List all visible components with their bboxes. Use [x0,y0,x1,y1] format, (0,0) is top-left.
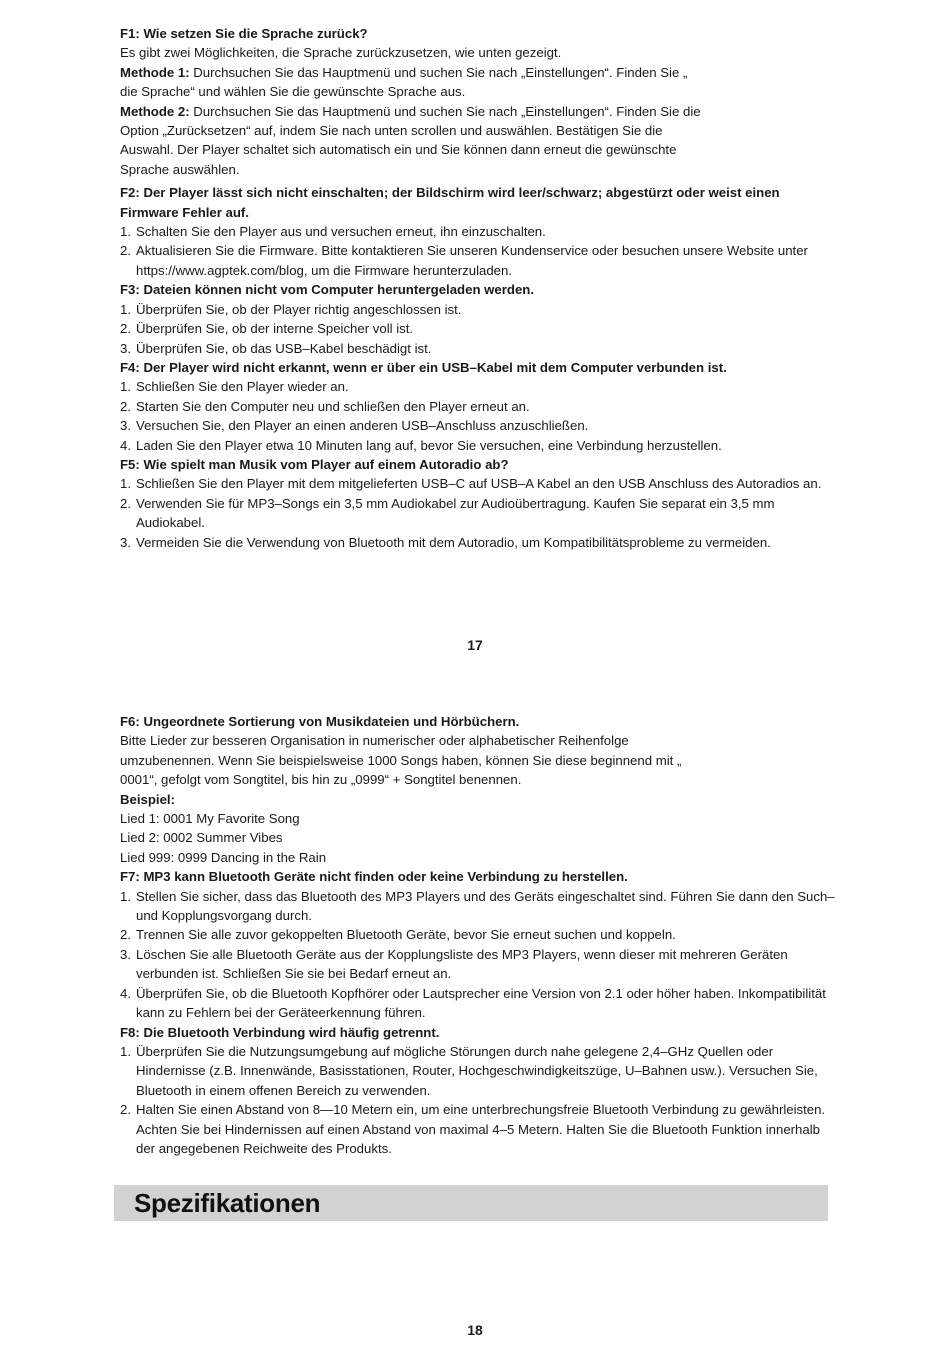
list-item [120,945,840,984]
f3-heading: F3: Dateien können nicht vom Computer heruntergeladen werden. [120,282,535,298]
method-2-line-2: Option „Zurücksetzen“ auf, indem Sie nach unten scrollen und auswählen. Bestätigen Sie die [120,123,663,139]
example-line: Lied 1: 0001 My Favorite Song [120,811,300,827]
faq-page-18 [120,712,840,1158]
f1-heading: F1: Wie setzen Sie die Sprache zurück? [120,26,368,41]
section-title: Spezifikationen [134,1188,321,1218]
faq-page-17 [120,24,840,552]
list-number: 1. [120,301,131,317]
list-item [120,474,840,493]
list-number: 2. [120,398,131,414]
list-text: Aktualisieren Sie die Firmware. Bitte kontaktieren Sie unseren Kundenservice oder besuchen unsere Website unter https://www.agptek.com/blog, um die Firmware herunterzuladen. [136,243,808,278]
list-item [120,436,840,455]
example-line: Lied 2: 0002 Summer Vibes [120,830,283,846]
list-item [120,222,840,241]
list-text: Überprüfen Sie, ob der interne Speicher voll ist. [136,321,414,337]
list-text: Stellen Sie sicher, dass das Bluetooth des MP3 Players und des Geräts eingeschaltet sind. Führen Sie dann den Such– und Kopplungsvorgang durch. [136,888,835,924]
list-number: 4. [120,985,131,1001]
list-number: 2. [120,321,131,337]
list-text: Versuchen Sie, den Player an einen anderen USB–Anschluss anzuschließen. [136,418,589,434]
list-number: 3. [120,946,131,962]
page-number-18: 18 [467,1322,483,1338]
method-2-label: Methode 2: [120,103,190,119]
list-item [120,494,840,533]
list-number: 1. [120,379,131,395]
list-text: Löschen Sie alle Bluetooth Geräte aus der Kopplungsliste des MP3 Players, wenn dieser mit mehreren Geräten verbunden ist. Schließen Sie sie bei Bedarf erneut an. [136,946,788,982]
list-text: Schließen Sie den Player mit dem mitgelieferten USB–C auf USB–A Kabel an den USB Anschluss des Autoradios an. [136,476,822,492]
list-item [120,241,840,280]
list-text: Überprüfen Sie, ob die Bluetooth Kopfhörer oder Lautsprecher eine Version von 2.1 oder höher haben. Inkompatibilität kann zu Fehlern bei der Geräteerkennung führen. [136,985,826,1021]
list-number: 1. [120,888,131,904]
list-number: 2. [120,1102,131,1118]
list-number: 1. [120,224,131,240]
list-item [120,377,840,396]
method-1-label: Methode 1: [120,64,190,80]
list-number: 2. [120,927,131,943]
list-text: Starten Sie den Computer neu und schließen den Player erneut an. [136,398,530,414]
list-item [120,533,840,552]
list-text: Halten Sie einen Abstand von 8—10 Metern ein, um eine unterbrechungsfreie Bluetooth Verbindung zu gewährleisten. Achten Sie bei Hindernissen auf einen Abstand von maximal 4–5 Metern. Halten Sie die Bluetooth Funktion innerhalb der angegebenen Reichweite des Produkts. [136,1102,826,1156]
list-item [120,339,840,358]
f4-heading: F4: Der Player wird nicht erkannt, wenn er über ein USB–Kabel mit dem Computer verbunden ist. [120,359,727,375]
example-line: Lied 999: 0999 Dancing in the Rain [120,849,327,865]
list-item [120,319,840,338]
list-number: 3. [120,340,131,356]
f6-line-2: umzubenennen. Wenn Sie beispielsweise 1000 Songs haben, können Sie diese beginnend mit „ [120,752,682,768]
f8-heading: F8: Die Bluetooth Verbindung wird häufig getrennt. [120,1024,440,1040]
list-text: Laden Sie den Player etwa 10 Minuten lang auf, bevor Sie versuchen, eine Verbindung herzustellen. [136,437,722,453]
list-number: 1. [120,476,131,492]
list-text: Überprüfen Sie die Nutzungsumgebung auf mögliche Störungen durch nahe gelegene 2,4–GHz Quellen oder Hindernisse (z.B. Innenwände, Basisstationen, Router, Hochgeschwindigkeitszüge, U–Bahnen usw.). Versuchen Sie, Bluetooth in einem offenen Bereich zu verwenden. [136,1043,818,1098]
method-2-line-1: Durchsuchen Sie das Hauptmenü und suchen Sie nach „Einstellungen“. Finden Sie die [193,103,701,119]
list-number: 1. [120,1043,131,1059]
list-text: Vermeiden Sie die Verwendung von Bluetooth mit dem Autoradio, um Kompatibilitätsprobleme zu vermeiden. [136,534,771,550]
list-item [120,925,840,944]
list-text: Schalten Sie den Player aus und versuchen erneut, ihn einzuschalten. [136,224,546,240]
list-number: 2. [120,495,131,511]
list-text: Trennen Sie alle zuvor gekoppelten Bluetooth Geräte, bevor Sie erneut suchen und koppeln. [136,927,676,943]
list-item [120,300,840,319]
list-item [120,1042,840,1100]
list-text: Überprüfen Sie, ob das USB–Kabel beschädigt ist. [136,340,432,356]
f6-line-3: 0001“, gefolgt vom Songtitel, bis hin zu „0999“ + Songtitel benennen. [120,772,522,788]
method-1-line-1: Durchsuchen Sie das Hauptmenü und suchen Sie nach „Einstellungen“. Finden Sie „ [193,64,688,80]
list-item [120,397,840,416]
list-text: Schließen Sie den Player wieder an. [136,379,349,395]
f6-heading: F6: Ungeordnete Sortierung von Musikdateien und Hörbüchern. [120,714,520,729]
f2-heading: F2: Der Player lässt sich nicht einschalten; der Bildschirm wird leer/schwarz; abgestürzt oder weist einen Firmware Fehler auf. [120,185,780,220]
f7-heading: F7: MP3 kann Bluetooth Geräte nicht finden oder keine Verbindung zu herstellen. [120,869,628,885]
f1-method-2 [120,102,840,121]
list-item [120,984,840,1023]
method-2-line-4: Sprache auswählen. [120,161,240,177]
page-number-17: 17 [467,637,483,653]
list-number: 3. [120,534,131,550]
list-number: 3. [120,418,131,434]
f5-heading: F5: Wie spielt man Musik vom Player auf einem Autoradio ab? [120,456,509,472]
list-item [120,887,840,926]
list-number: 2. [120,243,131,259]
method-1-line-2: die Sprache“ und wählen Sie die gewünschte Sprache aus. [120,84,466,100]
list-text: Überprüfen Sie, ob der Player richtig angeschlossen ist. [136,301,462,317]
f1-intro: Es gibt zwei Möglichkeiten, die Sprache zurückzusetzen, wie unten gezeigt. [120,45,562,61]
f6-line-1: Bitte Lieder zur besseren Organisation in numerischer oder alphabetischer Reihenfolge [120,733,629,749]
list-number: 4. [120,437,131,453]
list-item [120,1100,840,1158]
list-text: Verwenden Sie für MP3–Songs ein 3,5 mm Audiokabel zur Audioübertragung. Kaufen Sie separat ein 3,5 mm Audiokabel. [136,495,775,531]
f1-method-1 [120,63,840,82]
method-2-line-3: Auswahl. Der Player schaltet sich automatisch ein und Sie können dann erneut die gewünschte [120,142,677,158]
section-header-bar [114,1185,828,1221]
list-item [120,416,840,435]
example-label: Beispiel: [120,791,175,807]
